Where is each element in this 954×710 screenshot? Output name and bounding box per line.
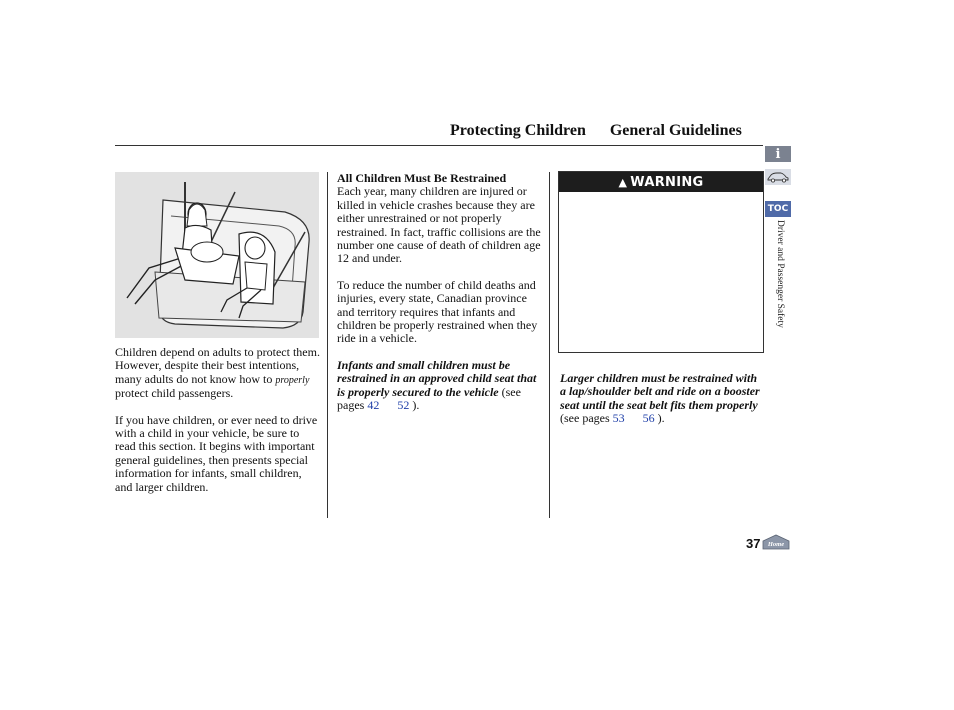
page-number: 37 <box>746 536 761 551</box>
warning-triangle-icon: ▲ <box>618 175 628 189</box>
car-icon <box>766 171 790 183</box>
warning-box <box>558 171 764 353</box>
intro-text-a: Children depend on adults to protect them. However, despite their best intentions, many adults do not know how to <box>115 345 320 386</box>
info-button[interactable] <box>765 146 791 162</box>
page-link-52[interactable]: 52 <box>397 398 410 413</box>
page-link-42[interactable]: 42 <box>367 398 380 413</box>
column-larger-children <box>560 372 764 426</box>
home-icon <box>762 534 790 550</box>
column-restraint <box>337 172 543 413</box>
section-title: General Guidelines <box>609 122 742 139</box>
info-icon: i <box>775 146 781 162</box>
header-rule <box>115 145 763 146</box>
warning-label: WARNING <box>630 174 704 190</box>
page-link-56[interactable]: 56 <box>642 411 655 426</box>
vehicle-index-button[interactable] <box>765 169 791 185</box>
toc-label: TOC <box>767 204 789 214</box>
see-pages-close: ). <box>409 398 420 413</box>
section-side-label: Driver and Passenger Safety <box>775 220 785 328</box>
page-link-53[interactable]: 53 <box>612 411 625 426</box>
see-pages-close-2: ). <box>654 411 665 426</box>
child-seat-illustration <box>115 172 319 338</box>
restraint-emphasis: Infants and small children must be restrained in an approved child seat that is properly secured to the vehicle <box>337 357 537 399</box>
restraint-paragraph-3 <box>337 359 543 413</box>
intro-text-b: protect child passengers. <box>115 386 234 401</box>
restraint-paragraph-1: Each year, many children are injured or killed in vehicle crashes because they are either unrestrained or not properly restrained. In fact, traffic collisions are the number one cause of death of children age 12 and under. <box>337 184 541 266</box>
see-pages-text: (see pages <box>337 384 521 413</box>
see-pages-text-2: (see pages <box>560 411 613 426</box>
column-divider <box>327 172 328 518</box>
warning-header <box>559 172 763 192</box>
child-seat-drawing <box>115 172 319 338</box>
column-divider-2 <box>549 172 550 518</box>
larger-children-emphasis: Larger children must be restrained with a lap/shoulder belt and ride on a booster seat until the seat belt fits them properly <box>560 371 760 412</box>
larger-children-paragraph <box>560 372 764 426</box>
guidelines-paragraph: If you have children, or ever need to drive with a child in your vehicle, be sure to read this section. It begins with important general guidelines, then presents special information for infants, small children, and larger children. <box>115 412 318 494</box>
intro-paragraph <box>115 346 321 401</box>
page-header <box>450 122 742 140</box>
page-title: Protecting Children <box>450 122 586 139</box>
home-label: Home <box>767 541 785 548</box>
restraint-paragraph-2: To reduce the number of child deaths and injuries, every state, Canadian province and territory requires that infants and children be properly restrained when they ride in a vehicle. <box>337 277 538 346</box>
intro-text-italic: properly <box>275 374 310 386</box>
column-intro <box>115 346 321 494</box>
home-button[interactable] <box>762 534 790 550</box>
toc-button[interactable] <box>765 201 791 217</box>
restraint-heading: All Children Must Be Restrained <box>337 171 507 185</box>
